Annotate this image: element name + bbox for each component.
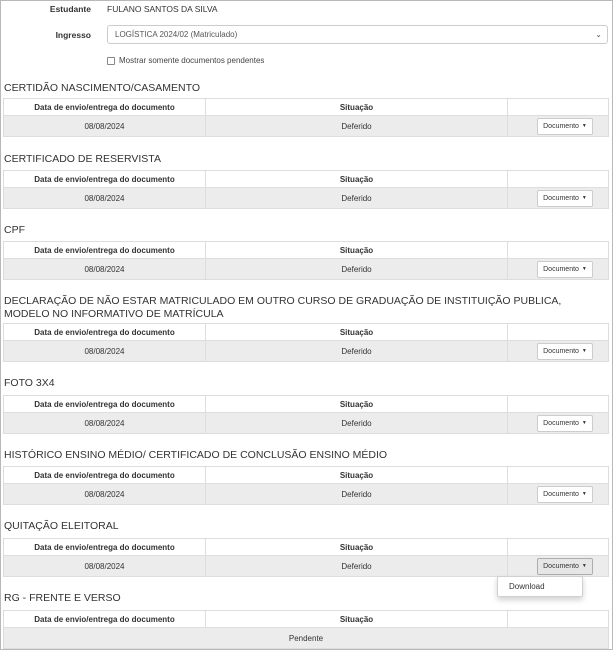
document-table <box>3 241 609 280</box>
actions-cell <box>508 341 609 362</box>
actions-column-header <box>508 611 609 628</box>
table-row <box>4 628 609 649</box>
document-table <box>3 538 609 577</box>
document-button-label: Documento <box>543 347 579 355</box>
status-cell: Deferido <box>206 341 508 362</box>
table-header-row <box>4 324 609 341</box>
document-table <box>3 98 609 137</box>
document-button-label: Documento <box>543 419 579 427</box>
table-row <box>4 556 609 577</box>
status-cell: Deferido <box>206 556 508 577</box>
document-title: DECLARAÇÃO DE NÃO ESTAR MATRICULADO EM OUTRO CURSO DE GRADUAÇÃO DE INSTITUIÇÃO PUBLICA, MODELO NO INFORMATIVO DE MATRÍCULA <box>4 295 562 320</box>
date-column-header: Data de envio/entrega do documento <box>4 324 206 341</box>
status-cell: Pendente <box>4 628 609 649</box>
date-cell: 08/08/2024 <box>4 484 206 505</box>
table-row <box>4 116 609 137</box>
document-button-label: Documento <box>543 490 579 498</box>
caret-down-icon: ▼ <box>581 194 587 201</box>
document-table <box>3 610 609 649</box>
status-column-header: Situação <box>206 467 508 484</box>
status-column-header: Situação <box>206 324 508 341</box>
actions-column-header <box>508 539 609 556</box>
table-header-row <box>4 611 609 628</box>
document-button-label: Documento <box>543 265 579 273</box>
caret-down-icon: ▼ <box>581 122 587 129</box>
caret-down-icon: ▼ <box>581 347 587 354</box>
actions-cell <box>508 188 609 209</box>
caret-down-icon: ▼ <box>581 265 587 272</box>
student-row <box>0 3 613 15</box>
document-table <box>3 170 609 209</box>
actions-cell <box>508 484 609 505</box>
document-button[interactable] <box>537 558 593 575</box>
ingresso-select[interactable] <box>107 25 608 44</box>
document-table <box>3 466 609 505</box>
pending-filter-checkbox[interactable] <box>107 57 115 65</box>
table-header-row <box>4 99 609 116</box>
ingresso-label: Ingresso <box>55 30 91 40</box>
pending-filter-label: Mostrar somente documentos pendentes <box>119 56 265 65</box>
date-cell: 08/08/2024 <box>4 188 206 209</box>
actions-cell <box>508 116 609 137</box>
date-cell: 08/08/2024 <box>4 413 206 434</box>
date-column-header: Data de envio/entrega do documento <box>4 242 206 259</box>
actions-column-header <box>508 324 609 341</box>
status-cell: Deferido <box>206 413 508 434</box>
table-header-row <box>4 171 609 188</box>
table-header-row <box>4 242 609 259</box>
status-column-header: Situação <box>206 171 508 188</box>
download-menu-item[interactable]: Download <box>509 582 545 591</box>
chevron-down-icon: ⌄ <box>595 30 602 39</box>
date-column-header: Data de envio/entrega do documento <box>4 171 206 188</box>
document-button[interactable] <box>537 343 593 360</box>
date-column-header: Data de envio/entrega do documento <box>4 467 206 484</box>
document-button[interactable] <box>537 261 593 278</box>
student-name: FULANO SANTOS DA SILVA <box>107 4 218 14</box>
table-row <box>4 188 609 209</box>
document-button-label: Documento <box>543 194 579 202</box>
date-column-header: Data de envio/entrega do documento <box>4 99 206 116</box>
status-column-header: Situação <box>206 611 508 628</box>
date-column-header: Data de envio/entrega do documento <box>4 611 206 628</box>
caret-down-icon: ▼ <box>581 490 587 497</box>
actions-column-header <box>508 396 609 413</box>
status-cell: Deferido <box>206 188 508 209</box>
document-table <box>3 323 609 362</box>
date-cell: 08/08/2024 <box>4 116 206 137</box>
document-button-label: Documento <box>543 562 579 570</box>
status-column-header: Situação <box>206 396 508 413</box>
table-header-row <box>4 396 609 413</box>
actions-column-header <box>508 242 609 259</box>
date-column-header: Data de envio/entrega do documento <box>4 539 206 556</box>
actions-cell <box>508 259 609 280</box>
table-row <box>4 341 609 362</box>
status-cell: Deferido <box>206 116 508 137</box>
document-dropdown-menu <box>497 576 583 597</box>
actions-column-header <box>508 99 609 116</box>
document-table <box>3 395 609 434</box>
table-row <box>4 484 609 505</box>
caret-down-icon: ▼ <box>581 419 587 426</box>
actions-column-header <box>508 467 609 484</box>
document-title: CERTIFICADO DE RESERVISTA <box>4 153 161 165</box>
document-title: HISTÓRICO ENSINO MÉDIO/ CERTIFICADO DE CONCLUSÃO ENSINO MÉDIO <box>4 449 388 461</box>
caret-down-icon: ▼ <box>581 562 587 569</box>
document-button[interactable] <box>537 118 593 135</box>
status-cell: Deferido <box>206 259 508 280</box>
table-header-row <box>4 467 609 484</box>
document-title: RG - FRENTE E VERSO <box>4 592 121 604</box>
table-row <box>4 413 609 434</box>
document-button[interactable] <box>537 486 593 503</box>
table-header-row <box>4 539 609 556</box>
table-row <box>4 259 609 280</box>
actions-column-header <box>508 171 609 188</box>
ingresso-selected-value: LOGÍSTICA 2024/02 (Matriculado) <box>115 30 238 39</box>
date-cell: 08/08/2024 <box>4 556 206 577</box>
document-title: QUITAÇÃO ELEITORAL <box>4 520 119 532</box>
document-title: CPF <box>4 224 25 236</box>
date-cell: 08/08/2024 <box>4 259 206 280</box>
status-column-header: Situação <box>206 99 508 116</box>
status-cell: Deferido <box>206 484 508 505</box>
document-title: FOTO 3X4 <box>4 377 55 389</box>
actions-cell <box>508 556 609 577</box>
status-column-header: Situação <box>206 242 508 259</box>
student-label: Estudante <box>49 4 91 14</box>
document-title: CERTIDÃO NASCIMENTO/CASAMENTO <box>4 82 201 94</box>
date-column-header: Data de envio/entrega do documento <box>4 396 206 413</box>
actions-cell <box>508 413 609 434</box>
status-column-header: Situação <box>206 539 508 556</box>
pending-filter[interactable] <box>107 56 264 65</box>
document-button[interactable] <box>537 415 593 432</box>
document-button-label: Documento <box>543 122 579 130</box>
document-button[interactable] <box>537 190 593 207</box>
date-cell: 08/08/2024 <box>4 341 206 362</box>
